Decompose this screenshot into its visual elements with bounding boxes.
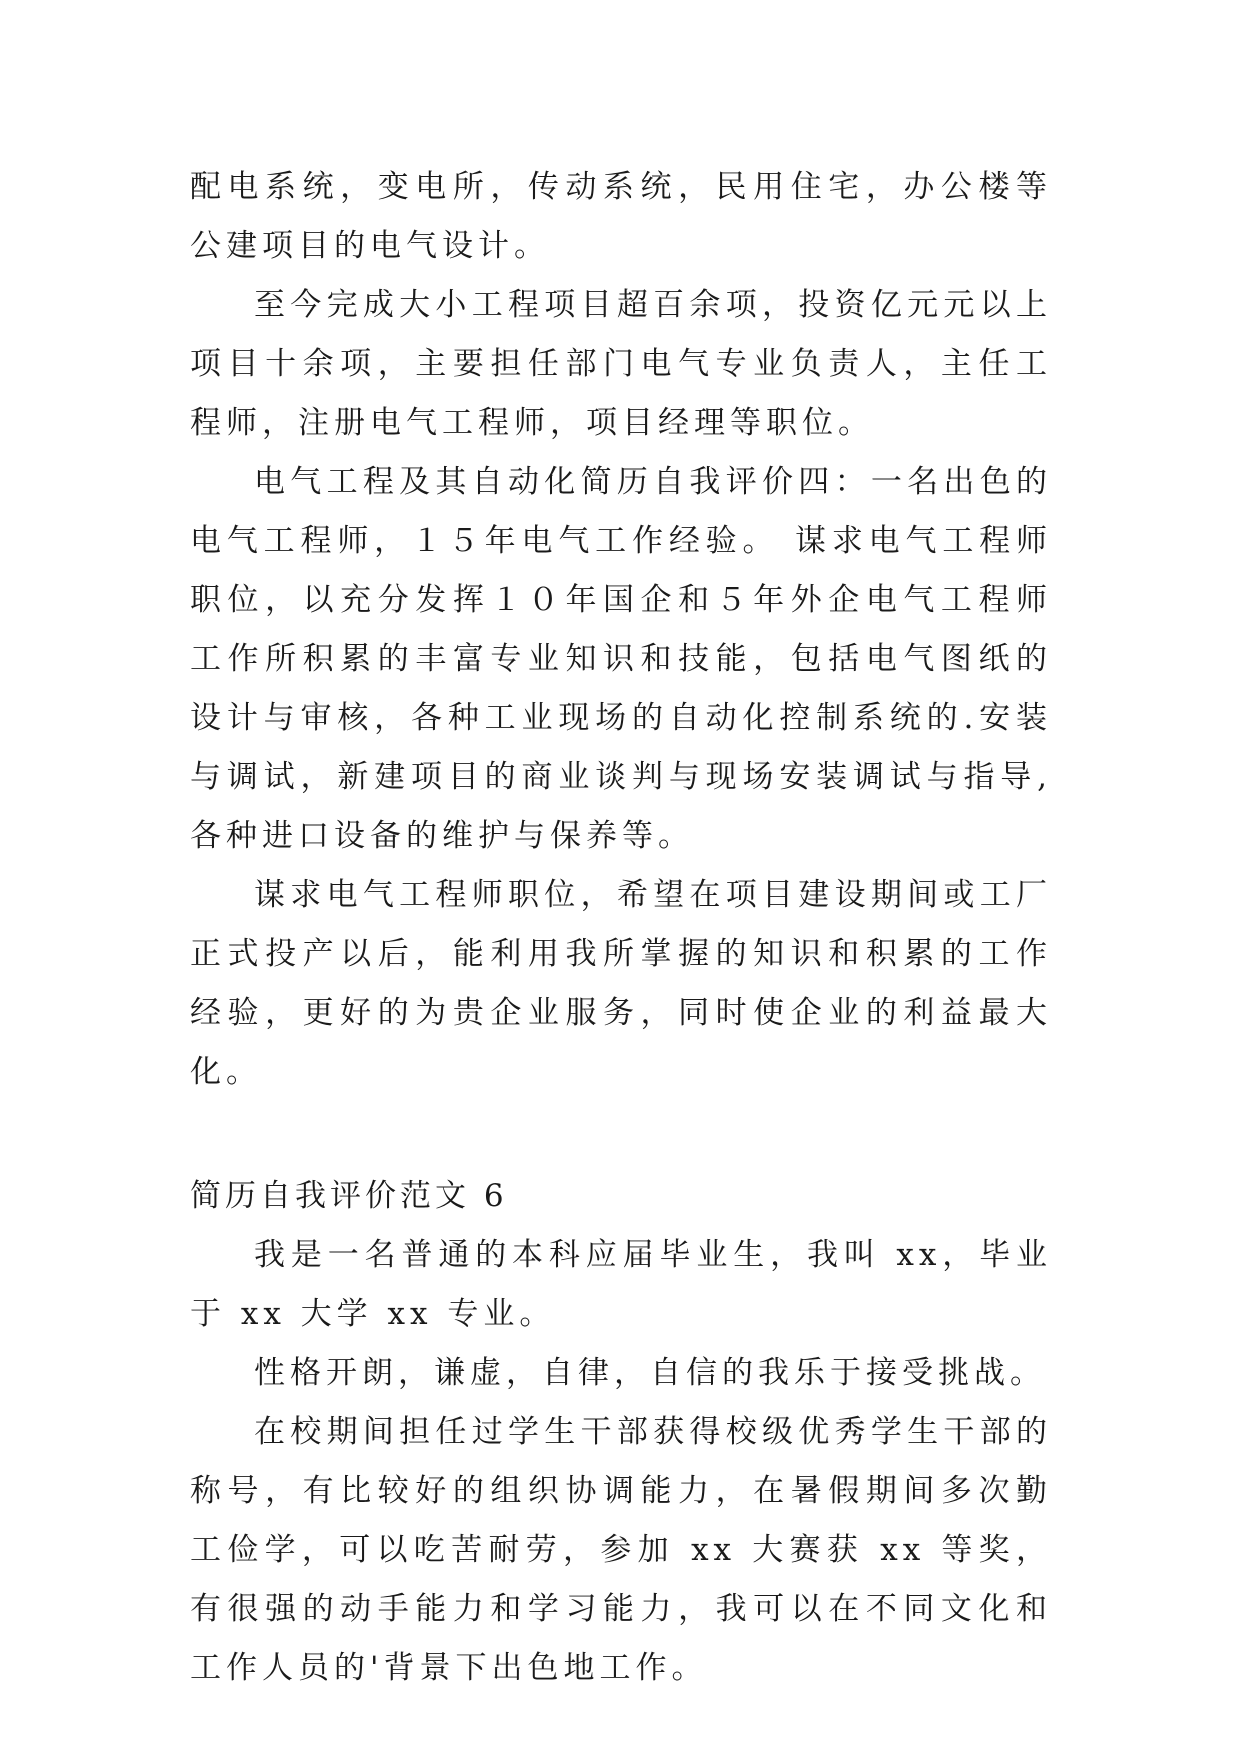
section-heading: 简历自我评价范文 6 <box>190 1178 508 1214</box>
document-page <box>190 158 1052 1698</box>
paragraph-personality: 性格开朗，谦虚，自律，自信的我乐于接受挑战。 <box>254 1355 1046 1391</box>
paragraph-job-objective: 谋求电气工程师职位，希望在项目建设期间或工厂正式投产以后，能利用我所掌握的知识和积累的工作经验，更好的为贵企业服务，同时使企业的利益最大化。 <box>190 877 1052 1090</box>
paragraph-electrical-design: 配电系统，变电所，传动系统，民用住宅，办公楼等公建项目的电气设计。 <box>190 169 1052 264</box>
paragraph-introduction: 我是一名普通的本科应届毕业生，我叫 xx，毕业于 xx 大学 xx 专业。 <box>190 1237 1052 1332</box>
paragraph-project-experience: 至今完成大小工程项目超百余项，投资亿元元以上项目十余项，主要担任部门电气专业负责人，主任工程师，注册电气工程师，项目经理等职位。 <box>190 287 1052 441</box>
paragraph-self-evaluation-four: 电气工程及其自动化简历自我评价四：一名出色的电气工程师，１５年电气工作经验。 谋求电气工程师职位，以充分发挥１０年国企和５年外企电气工程师工作所积累的丰富专业知识和技能，包括电气图纸的设计与审核，各种工业现场的自动化控制系统的.安装与调试，新建项目的商业谈判与现场安装调试与指导,各种进口设备的维护与保养等。 <box>190 464 1052 854</box>
paragraph-campus-experience: 在校期间担任过学生干部获得校级优秀学生干部的称号，有比较好的组织协调能力，在暑假期间多次勤工俭学，可以吃苦耐劳，参加 xx 大赛获 xx 等奖，有很强的动手能力和学习能力，我可以在不同文化和工作人员的'背景下出色地工作。 <box>190 1414 1052 1686</box>
